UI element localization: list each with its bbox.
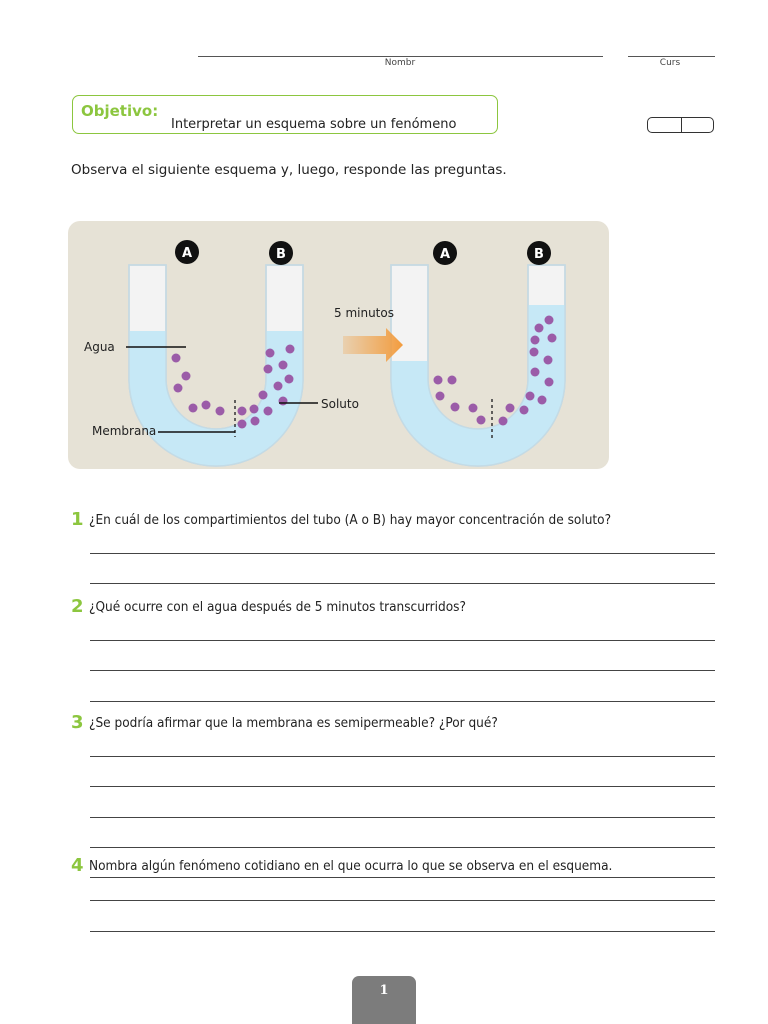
- answer-line[interactable]: [90, 640, 715, 641]
- answer-line[interactable]: [90, 900, 715, 901]
- course-label: Curs: [659, 58, 681, 68]
- objective-title: Objetivo:: [81, 102, 159, 120]
- page-number: 1: [352, 976, 416, 1024]
- osmosis-diagram: [68, 221, 609, 469]
- answer-line[interactable]: [90, 553, 715, 554]
- svg-text:Agua: Agua: [84, 340, 115, 354]
- svg-text:Soluto: Soluto: [321, 397, 359, 411]
- answer-line[interactable]: [90, 670, 715, 671]
- answer-line[interactable]: [90, 877, 715, 878]
- question-3-text: ¿Se podría afirmar que la membrana es semipermeable? ¿Por qué?: [89, 715, 498, 731]
- name-line[interactable]: [198, 56, 603, 57]
- question-4-number: 4: [71, 855, 84, 876]
- answer-line[interactable]: [90, 701, 715, 702]
- answer-line[interactable]: [90, 756, 715, 757]
- arrow-label: 5 minutos: [334, 306, 394, 320]
- label-a-right: [433, 241, 457, 265]
- question-1-text: ¿En cuál de los compartimientos del tubo (A o B) hay mayor concentración de soluto?: [89, 512, 612, 528]
- label-a-left: [175, 240, 199, 264]
- svg-text:A: A: [439, 247, 451, 262]
- question-1-number: 1: [71, 509, 84, 530]
- intro-text: Observa el siguiente esquema y, luego, responde las preguntas.: [71, 162, 507, 178]
- svg-text:Membrana: Membrana: [92, 424, 157, 438]
- answer-line[interactable]: [90, 931, 715, 932]
- svg-text:B: B: [276, 247, 286, 262]
- label-b-left: [269, 241, 293, 265]
- objective-text: Interpretar un esquema sobre un fenómeno: [171, 117, 457, 132]
- svg-text:A: A: [181, 246, 193, 261]
- question-2-text: ¿Qué ocurre con el agua después de 5 minutos transcurridos?: [89, 599, 466, 615]
- label-b-right: [527, 241, 551, 265]
- name-label: Nombr: [384, 58, 416, 68]
- answer-line[interactable]: [90, 817, 715, 818]
- answer-line[interactable]: [90, 583, 715, 584]
- question-4-text: Nombra algún fenómeno cotidiano en el que ocurra lo que se observa en el esquema.: [89, 858, 613, 874]
- question-2-number: 2: [71, 596, 84, 617]
- score-box[interactable]: [647, 117, 714, 133]
- question-3-number: 3: [71, 712, 84, 733]
- answer-line[interactable]: [90, 786, 715, 787]
- svg-text:B: B: [534, 247, 544, 262]
- answer-line[interactable]: [90, 847, 715, 848]
- course-line[interactable]: [628, 56, 715, 57]
- objective-box: [72, 95, 498, 134]
